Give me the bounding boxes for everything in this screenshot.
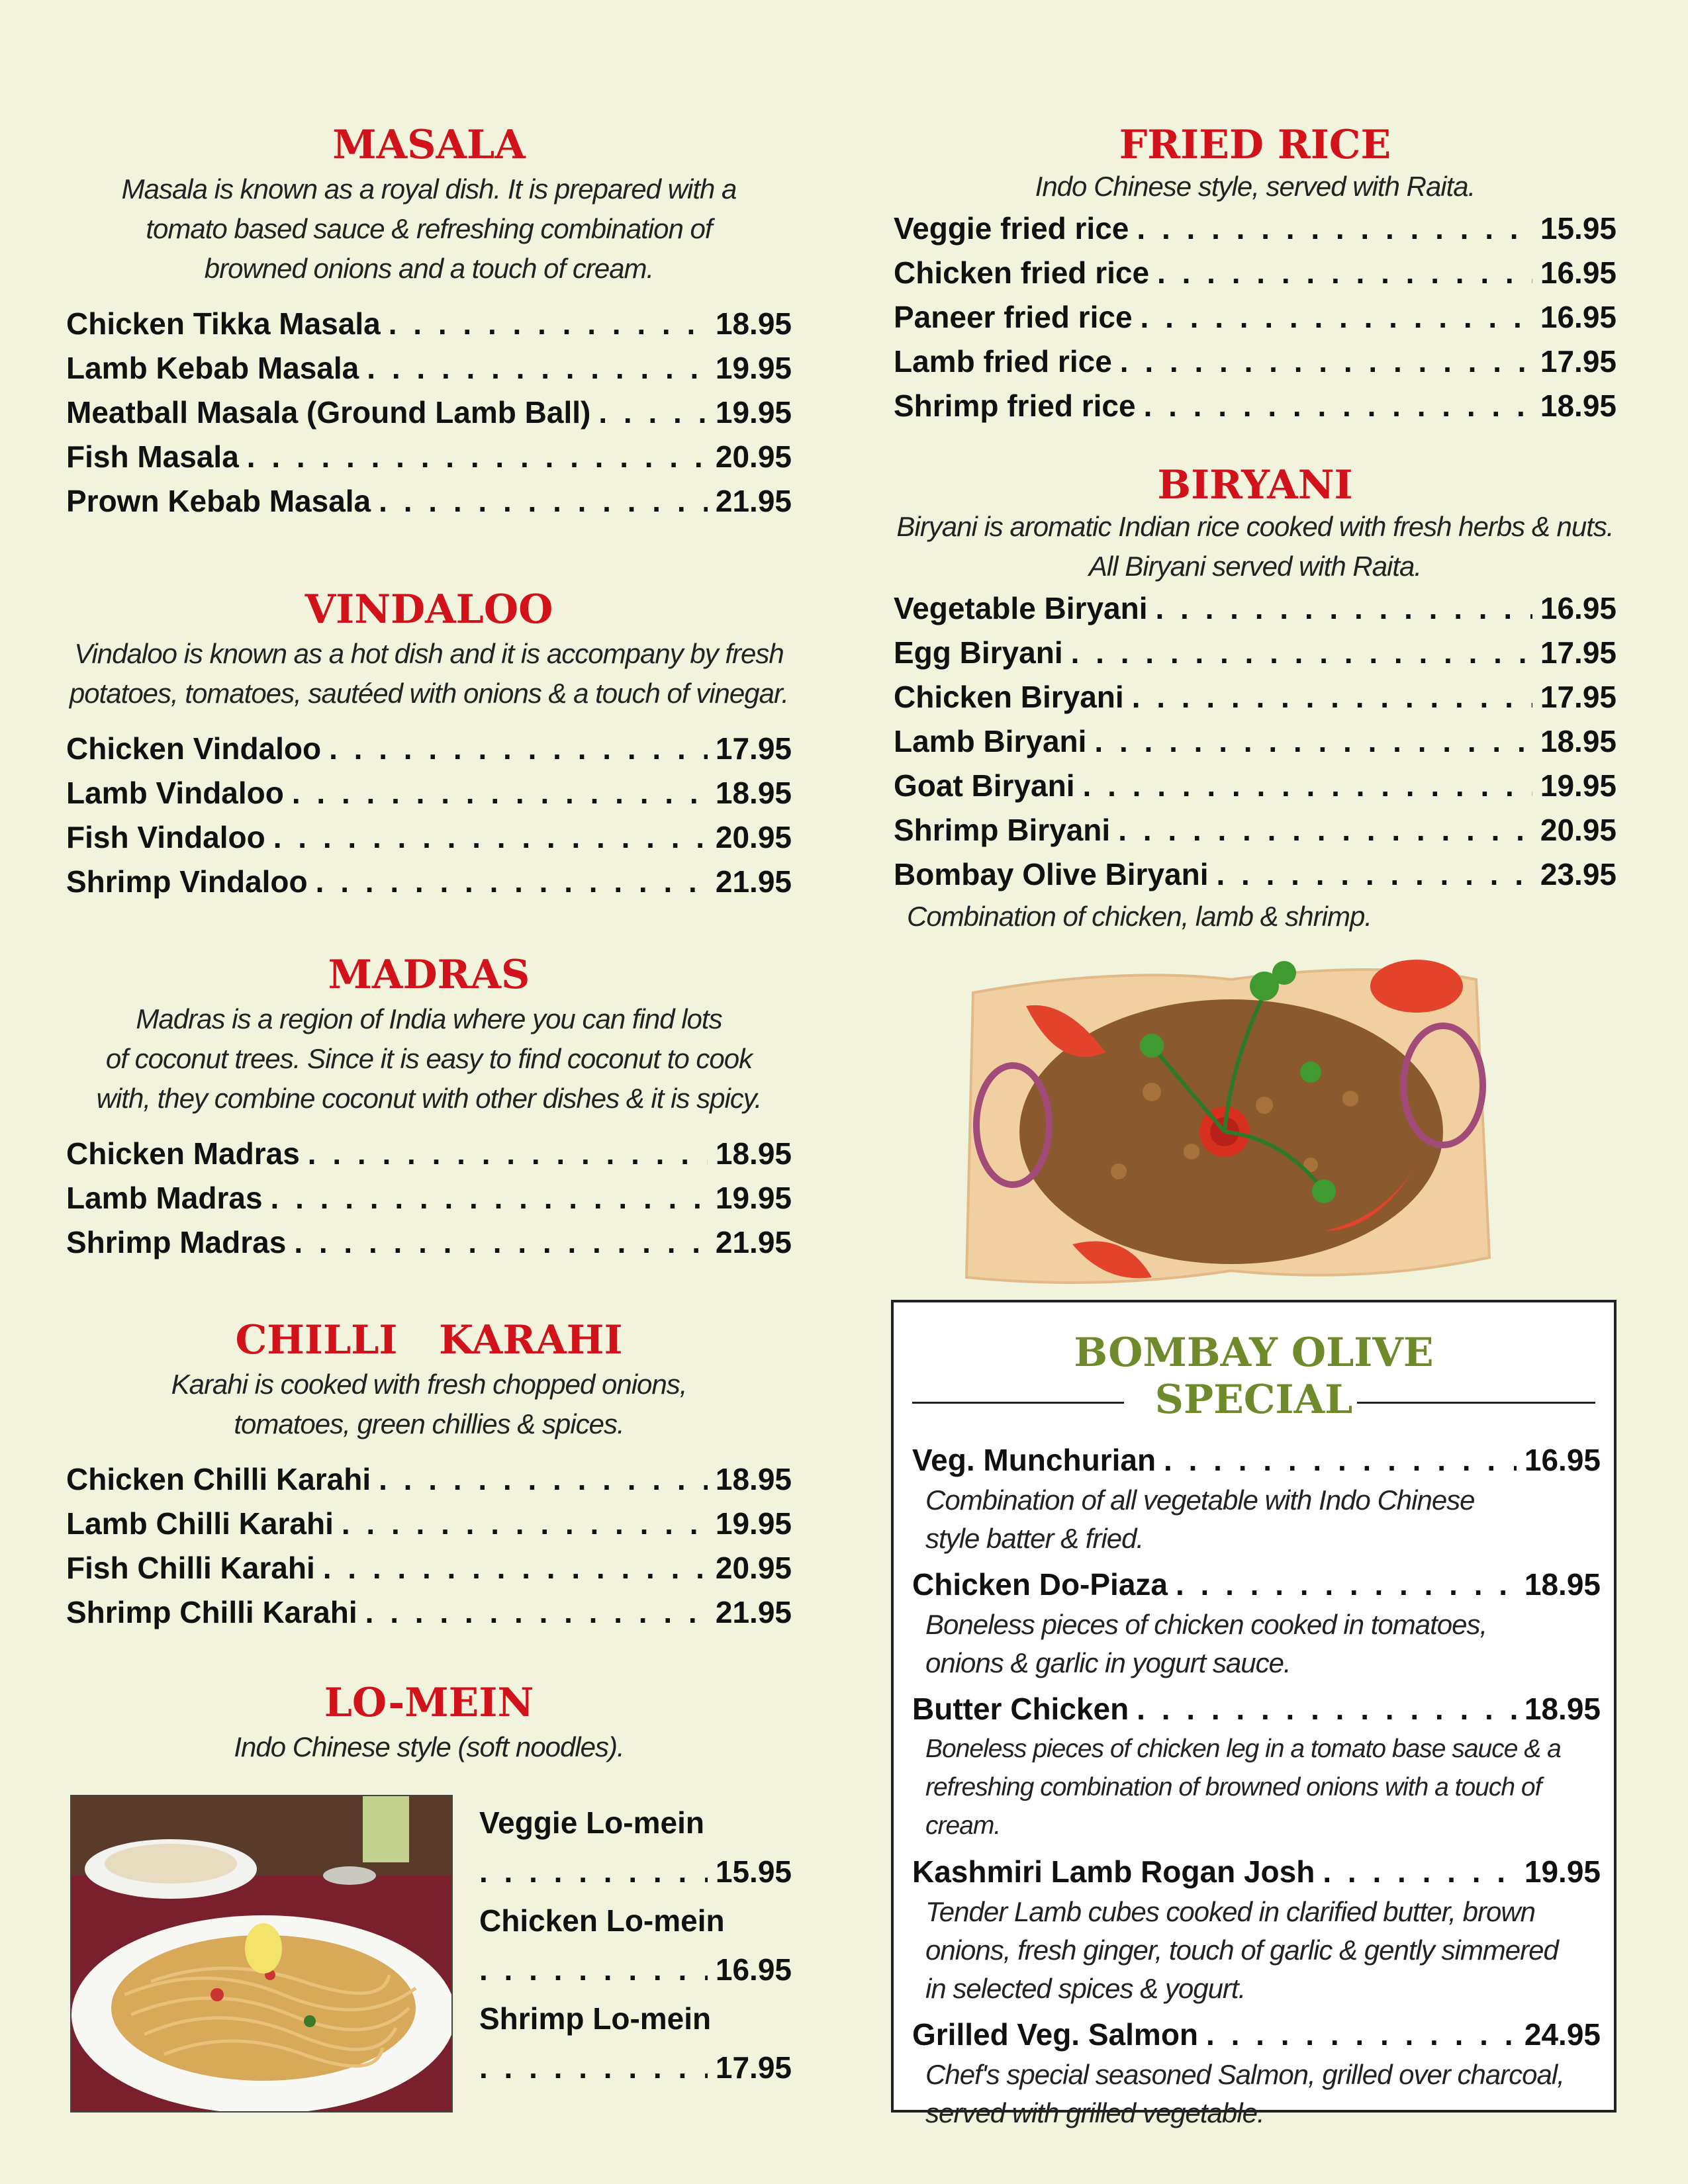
biryani-section [894, 463, 1617, 936]
menu-item: Fish Chilli Karahi . . . 20.95 [66, 1546, 792, 1590]
special-item: Grilled Veg. Salmon . . . 24.95 Chef's special seasoned Salmon, grilled over charcoal, served with grilled vegetable. [912, 2013, 1601, 2132]
masala-heading: MASALA [332, 122, 526, 168]
friedrice-heading: FRIED RICE [1119, 122, 1391, 168]
menu-item: Chicken Vindaloo . . . 17.95 [66, 727, 792, 771]
biryani-heading: BIRYANI [1157, 462, 1353, 508]
menu-item: Lamb fried rice . . . 17.95 [894, 340, 1617, 384]
madras-items [66, 1132, 792, 1265]
karahi-items [66, 1457, 792, 1635]
lomein-section [66, 1681, 792, 1767]
menu-item: Shrimp fried rice . . . 18.95 [894, 384, 1617, 428]
masala-description: Masala is known as a royal dish. It is prepared with a tomato based sauce & refreshing combination of browned onions and a touch of cream. [121, 173, 737, 284]
menu-item: Meatball Masala (Ground Lamb Ball) . . . 19.95 [66, 390, 792, 435]
biryani-photo-image [953, 940, 1503, 1317]
vindaloo-items [66, 727, 792, 904]
noodles-photo-image [71, 1796, 451, 2111]
menu-item: Chicken Chilli Karahi . . . 18.95 [66, 1457, 792, 1502]
special-box [891, 1300, 1617, 2128]
menu-item: Veggie fried rice . . . 15.95 [894, 206, 1617, 251]
menu-item: Fish Vindaloo . . . 20.95 [66, 815, 792, 860]
vindaloo-heading: VINDALOO [305, 586, 553, 633]
karahi-description: Karahi is cooked with fresh chopped onions, tomatoes, green chillies & spices. [171, 1369, 687, 1439]
menu-item: Chicken Biryani . . . 17.95 [894, 675, 1617, 719]
madras-section [66, 953, 792, 1265]
menu-item: Shrimp Vindaloo . . . 21.95 [66, 860, 792, 904]
menu-item: Chicken fried rice . . . 16.95 [894, 251, 1617, 295]
menu-item: Chicken Lo-mein . . . 16.95 [479, 1897, 792, 1995]
menu-item: Lamb Vindaloo . . . 18.95 [66, 771, 792, 815]
special-item: Kashmiri Lamb Rogan Josh . . . 19.95 Tender Lamb cubes cooked in clarified butter, brown onions, fresh ginger, touch of garlic & gently simmered in selected spices & yogurt. [912, 1850, 1601, 2008]
friedrice-section [894, 123, 1617, 428]
menu-item: Chicken Madras . . . 18.95 [66, 1132, 792, 1176]
special-item: Veg. Munchurian . . . 16.95 Combination of all vegetable with Indo Chinese style batter & fried. [912, 1439, 1601, 1558]
menu-item: Vegetable Biryani . . . 16.95 [894, 586, 1617, 631]
menu-item: Veggie Lo-mein . . . 15.95 [479, 1799, 792, 1897]
menu-item: Shrimp Lo-mein . . . 17.95 [479, 1995, 792, 2093]
menu-item: Goat Biryani . . . 19.95 [894, 764, 1617, 808]
divider [1357, 1402, 1595, 1404]
menu-item: Fish Masala . . . 20.95 [66, 435, 792, 479]
special-item: Butter Chicken . . . 18.95 Boneless pieces of chicken leg in a tomato base sauce & a refreshing combination of browned onions with a touch of cream. [912, 1688, 1601, 1845]
special-title-line1: BOMBAY OLIVE [1074, 1330, 1434, 1376]
biryani-note: Combination of chicken, lamb & shrimp. [907, 901, 1372, 932]
menu-item: Shrimp Chilli Karahi . . . 21.95 [66, 1590, 792, 1635]
divider [912, 1402, 1124, 1404]
special-item: Chicken Do-Piaza . . . 18.95 Boneless pieces of chicken cooked in tomatoes, onions & garlic in yogurt sauce. [912, 1563, 1601, 1682]
lomein-heading: LO-MEIN [324, 1680, 534, 1726]
vindaloo-description: Vindaloo is known as a hot dish and it is accompany by fresh potatoes, tomatoes, sautéed with onions & a touch of vinegar. [69, 638, 789, 709]
menu-item: Chicken Tikka Masala . . . 18.95 [66, 302, 792, 346]
masala-section [66, 123, 792, 523]
special-items [912, 1439, 1601, 2132]
karahi-section [66, 1318, 792, 1635]
biryani-items [894, 586, 1617, 897]
friedrice-description: Indo Chinese style, served with Raita. [1035, 171, 1476, 202]
menu-item: Lamb Chilli Karahi . . . 19.95 [66, 1502, 792, 1546]
menu-item: Lamb Kebab Masala . . . 19.95 [66, 346, 792, 390]
menu-item: Lamb Madras . . . 19.95 [66, 1176, 792, 1220]
biryani-description: Biryani is aromatic Indian rice cooked with fresh herbs & nuts. All Biryani served with Raita. [896, 511, 1614, 582]
vindaloo-section [66, 588, 792, 904]
masala-items [66, 302, 792, 523]
noodles-photo [70, 1795, 453, 2113]
menu-item: Prown Kebab Masala . . . 21.95 [66, 479, 792, 523]
menu-item: Bombay Olive Biryani . . . 23.95 [894, 852, 1617, 897]
lomein-items [479, 1799, 792, 2093]
special-title-line2: SPECIAL [1154, 1377, 1353, 1423]
menu-item: Lamb Biryani . . . 18.95 [894, 719, 1617, 764]
biryani-photo [953, 940, 1503, 1317]
friedrice-items [894, 206, 1617, 428]
menu-item: Shrimp Madras . . . 21.95 [66, 1220, 792, 1265]
karahi-heading: CHILLI KARAHI [235, 1317, 623, 1363]
madras-description: Madras is a region of India where you can find lots of coconut trees. Since it is easy to find coconut to cook with, they combine coconut with other dishes & it is spicy. [96, 1003, 762, 1114]
menu-item: Shrimp Biryani . . . 20.95 [894, 808, 1617, 852]
lomein-description: Indo Chinese style (soft noodles). [234, 1731, 624, 1762]
madras-heading: MADRAS [328, 952, 530, 998]
menu-item: Egg Biryani . . . 17.95 [894, 631, 1617, 675]
menu-item: Paneer fried rice . . . 16.95 [894, 295, 1617, 340]
